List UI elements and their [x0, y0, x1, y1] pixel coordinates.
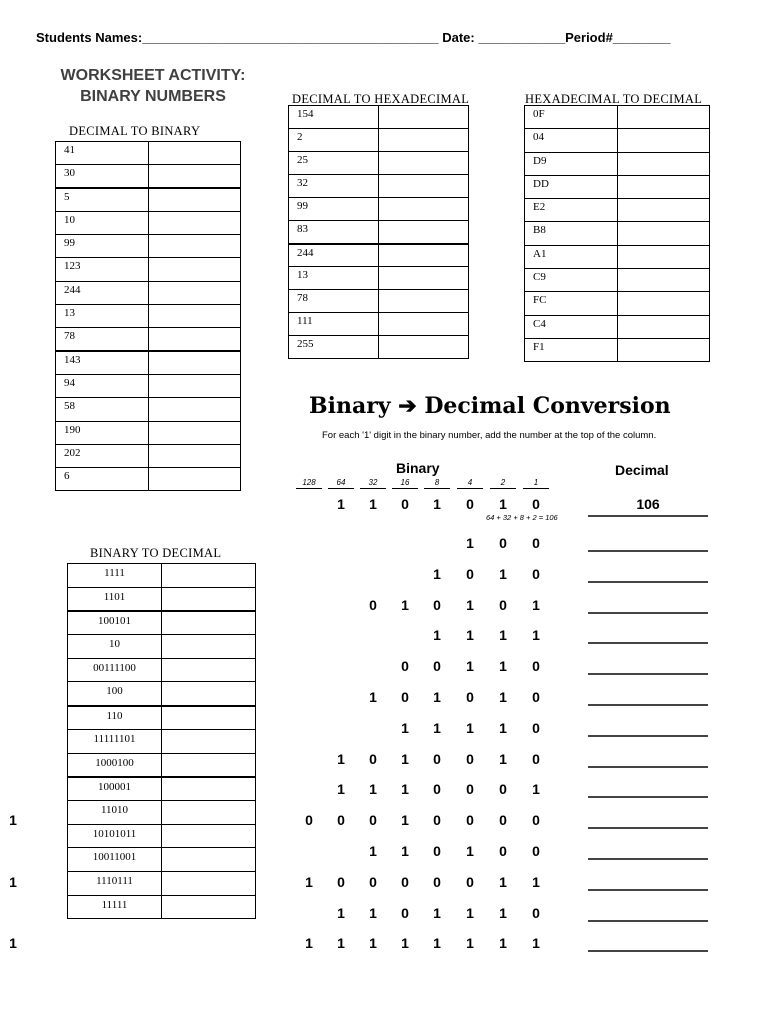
bin-to-dec-answer-cell[interactable] [162, 587, 256, 611]
answer-line[interactable] [588, 704, 708, 706]
hex-to-dec-value-cell: D9 [525, 152, 618, 175]
example-note: 64 + 32 + 8 + 2 = 106 [486, 513, 558, 522]
dec-to-bin-value-cell: 41 [56, 142, 149, 165]
problem-bit: 1 [401, 596, 409, 613]
hex-to-dec-value-cell: B8 [525, 222, 618, 245]
problem-bit: 0 [433, 812, 441, 829]
answer-line[interactable] [588, 581, 708, 583]
column-value-header: 64 [328, 478, 354, 489]
dec-to-hex-answer-cell[interactable] [379, 267, 469, 290]
dec-to-hex-value-cell: 154 [289, 106, 379, 129]
problem-bit: 1 [466, 935, 474, 952]
dec-to-bin-value-cell: 99 [56, 235, 149, 258]
answer-line[interactable] [588, 642, 708, 644]
problem-bit: 1 [466, 627, 474, 644]
problem-bit: 1 [337, 781, 345, 798]
problem-bit: 1 [499, 565, 507, 582]
dec-to-bin-answer-cell[interactable] [149, 211, 241, 234]
dec-to-hex-answer-cell[interactable] [379, 129, 469, 152]
problem-bit: 1 [532, 873, 540, 890]
problem-bit: 0 [499, 535, 507, 551]
example-bit: 0 [532, 496, 540, 512]
bin-to-dec-value-cell: 100101 [68, 611, 162, 635]
bin-to-dec-answer-cell[interactable] [162, 729, 256, 753]
bin-to-dec-row [68, 729, 256, 753]
dec-to-bin-answer-cell[interactable] [149, 281, 241, 304]
hex-to-dec-row [525, 175, 710, 198]
problem-bit: 0 [433, 873, 441, 890]
dec-to-hex-answer-cell[interactable] [379, 221, 469, 244]
problem-bit: 0 [466, 565, 474, 582]
problem-bit: 1 [433, 627, 441, 644]
bin-to-dec-value-cell: 00111100 [68, 658, 162, 682]
bin-to-dec-value-cell: 10011001 [68, 848, 162, 872]
dec-to-bin-answer-cell[interactable] [149, 305, 241, 328]
problem-bit: 1 [466, 904, 474, 921]
problem-bit: 1 [9, 812, 17, 829]
dec-to-bin-row [56, 305, 241, 328]
worksheet-subtitle: BINARY NUMBERS [80, 88, 226, 105]
problem-bit: 0 [369, 812, 377, 829]
problem-bit: 1 [401, 812, 409, 829]
bin-to-dec-answer-cell[interactable] [162, 753, 256, 777]
problem-bit: 0 [532, 565, 540, 582]
hex-to-dec-answer-cell[interactable] [618, 152, 710, 175]
bin-to-dec-answer-cell[interactable] [162, 658, 256, 682]
bin-to-dec-answer-cell[interactable] [162, 706, 256, 730]
dec-to-bin-row [56, 374, 241, 397]
dec-to-bin-row [56, 398, 241, 421]
dec-to-bin-row [56, 351, 241, 374]
column-value-header: 16 [392, 478, 418, 489]
bin-to-dec-value-cell: 1000100 [68, 753, 162, 777]
problem-bit: 0 [337, 812, 345, 829]
hex-to-dec-value-cell: C4 [525, 315, 618, 338]
dec-to-hex-table [288, 105, 469, 359]
problem-bit: 0 [532, 658, 540, 675]
dec-to-hex-value-cell: 25 [289, 152, 379, 175]
bin-to-dec-row [68, 848, 256, 872]
bin-to-dec-row [68, 564, 256, 588]
hex-to-dec-value-cell: DD [525, 175, 618, 198]
bin-to-dec-row [68, 800, 256, 824]
dec-to-bin-table [55, 141, 241, 491]
dec-to-bin-value-cell: 123 [56, 258, 149, 281]
problem-bit: 1 [499, 719, 507, 736]
bin-to-dec-row [68, 824, 256, 848]
dec-to-hex-row [289, 336, 469, 359]
dec-to-bin-value-cell: 13 [56, 305, 149, 328]
problem-bit: 0 [433, 658, 441, 675]
bin-to-dec-answer-cell[interactable] [162, 895, 256, 919]
bin-to-dec-row [68, 611, 256, 635]
conversion-instructions: For each '1' digit in the binary number, add the number at the top of the column. [322, 430, 657, 441]
hex-to-dec-answer-cell[interactable] [618, 269, 710, 292]
problem-bit: 0 [466, 781, 474, 798]
problem-bit: 1 [532, 781, 540, 798]
problem-bit: 1 [433, 904, 441, 921]
dec-to-hex-answer-cell[interactable] [379, 244, 469, 267]
example-bit: 1 [337, 496, 345, 512]
bin-to-dec-value-cell: 10101011 [68, 824, 162, 848]
problem-bit: 1 [369, 781, 377, 798]
bin-to-dec-row [68, 658, 256, 682]
hex-to-dec-answer-cell[interactable] [618, 245, 710, 268]
problem-bit: 1 [499, 873, 507, 890]
dec-to-hex-row [289, 290, 469, 313]
dec-to-bin-answer-cell[interactable] [149, 258, 241, 281]
bin-to-dec-value-cell: 1101 [68, 587, 162, 611]
problem-bit: 0 [433, 843, 441, 859]
example-bit: 0 [401, 496, 409, 512]
problem-bit: 1 [433, 689, 441, 705]
hex-to-dec-answer-cell[interactable] [618, 222, 710, 245]
bin-to-dec-table [67, 563, 256, 919]
bin-to-dec-value-cell: 11111 [68, 895, 162, 919]
hex-to-dec-answer-cell[interactable] [618, 106, 710, 129]
hex-to-dec-label: HEXADECIMAL TO DECIMAL [525, 92, 703, 106]
problem-bit: 1 [499, 935, 507, 952]
dec-to-hex-row [289, 267, 469, 290]
bin-to-dec-row [68, 706, 256, 730]
decimal-label: Decimal [615, 462, 669, 478]
problem-bit: 1 [337, 750, 345, 767]
problem-bit: 1 [532, 627, 540, 644]
dec-to-bin-row [56, 211, 241, 234]
bin-to-dec-label: BINARY TO DECIMAL [90, 546, 222, 560]
bin-to-dec-row [68, 753, 256, 777]
answer-line[interactable] [588, 735, 708, 737]
hex-to-dec-answer-cell[interactable] [618, 175, 710, 198]
bin-to-dec-row [68, 682, 256, 706]
problem-bit: 1 [466, 719, 474, 736]
problem-bit: 1 [433, 719, 441, 736]
answer-line[interactable] [588, 550, 708, 552]
dec-to-bin-answer-cell[interactable] [149, 188, 241, 211]
problem-bit: 0 [401, 689, 409, 705]
problem-bit: 1 [305, 935, 313, 952]
problem-bit: 1 [369, 843, 377, 859]
dec-to-hex-value-cell: 13 [289, 267, 379, 290]
dec-to-hex-row [289, 198, 469, 221]
dec-to-hex-answer-cell[interactable] [379, 175, 469, 198]
dec-to-bin-answer-cell[interactable] [149, 468, 241, 491]
answer-line[interactable] [588, 858, 708, 860]
problem-bit: 1 [433, 565, 441, 582]
dec-to-hex-value-cell: 2 [289, 129, 379, 152]
problem-bit: 1 [9, 873, 17, 890]
bin-to-dec-row [68, 895, 256, 919]
answer-line[interactable] [588, 796, 708, 798]
problem-bit: 1 [499, 750, 507, 767]
hex-to-dec-table [524, 105, 710, 362]
hex-to-dec-value-cell: F1 [525, 338, 618, 361]
problem-bit: 1 [433, 935, 441, 952]
dec-to-hex-value-cell: 83 [289, 221, 379, 244]
dec-to-hex-row [289, 221, 469, 244]
problem-bit: 0 [369, 750, 377, 767]
hex-to-dec-row [525, 222, 710, 245]
column-value-header: 32 [360, 478, 386, 489]
example-bit: 1 [433, 496, 441, 512]
example-bit: 1 [369, 496, 377, 512]
dec-to-hex-answer-cell[interactable] [379, 290, 469, 313]
problem-bit: 0 [532, 843, 540, 859]
dec-to-bin-value-cell: 58 [56, 398, 149, 421]
bin-to-dec-answer-cell[interactable] [162, 635, 256, 659]
dec-to-bin-row [56, 235, 241, 258]
problem-bit: 1 [337, 904, 345, 921]
problem-bit: 1 [466, 535, 474, 551]
bin-to-dec-value-cell: 100 [68, 682, 162, 706]
dec-to-hex-answer-cell[interactable] [379, 106, 469, 129]
hex-to-dec-row [525, 129, 710, 152]
problem-bit: 1 [369, 935, 377, 952]
problem-bit: 0 [401, 658, 409, 675]
answer-line[interactable] [588, 827, 708, 829]
dec-to-hex-answer-cell[interactable] [379, 336, 469, 359]
problem-bit: 0 [337, 873, 345, 890]
problem-bit: 1 [401, 719, 409, 736]
problem-bit: 0 [499, 596, 507, 613]
hex-to-dec-value-cell: FC [525, 292, 618, 315]
bin-to-dec-row [68, 635, 256, 659]
dec-to-bin-row [56, 188, 241, 211]
dec-to-bin-value-cell: 143 [56, 351, 149, 374]
example-answer: 106 [636, 496, 660, 512]
hex-to-dec-row [525, 106, 710, 129]
column-value-header: 128 [296, 478, 322, 489]
binary-label: Binary [396, 460, 440, 476]
problem-bit: 1 [532, 935, 540, 952]
bin-to-dec-row [68, 871, 256, 895]
answer-line[interactable] [588, 889, 708, 891]
problem-bit: 0 [499, 781, 507, 798]
example-bit: 1 [499, 496, 507, 512]
bin-to-dec-row [68, 587, 256, 611]
problem-bit: 1 [369, 904, 377, 921]
column-value-header: 1 [523, 478, 549, 489]
problem-bit: 0 [466, 689, 474, 705]
bin-to-dec-answer-cell[interactable] [162, 682, 256, 706]
dec-to-bin-value-cell: 202 [56, 444, 149, 467]
dec-to-hex-answer-cell[interactable] [379, 152, 469, 175]
hex-to-dec-row [525, 269, 710, 292]
dec-to-hex-value-cell: 99 [289, 198, 379, 221]
hex-to-dec-answer-cell[interactable] [618, 338, 710, 361]
dec-to-hex-answer-cell[interactable] [379, 198, 469, 221]
problem-bit: 1 [532, 596, 540, 613]
column-value-header: 2 [490, 478, 516, 489]
problem-bit: 1 [369, 689, 377, 705]
hex-to-dec-row [525, 152, 710, 175]
dec-to-bin-row [56, 468, 241, 491]
dec-to-hex-value-cell: 111 [289, 313, 379, 336]
problem-bit: 1 [466, 658, 474, 675]
dec-to-hex-row [289, 129, 469, 152]
example-answer-line [588, 515, 708, 517]
dec-to-bin-value-cell: 94 [56, 374, 149, 397]
answer-line[interactable] [588, 612, 708, 614]
hex-to-dec-value-cell: 0F [525, 106, 618, 129]
column-value-header: 8 [424, 478, 450, 489]
problem-bit: 1 [499, 689, 507, 705]
dec-to-bin-value-cell: 30 [56, 165, 149, 188]
problem-bit: 0 [532, 750, 540, 767]
dec-to-hex-value-cell: 255 [289, 336, 379, 359]
answer-line[interactable] [588, 950, 708, 952]
problem-bit: 0 [532, 535, 540, 551]
answer-line[interactable] [588, 920, 708, 922]
problem-bit: 0 [532, 719, 540, 736]
problem-bit: 0 [532, 904, 540, 921]
problem-bit: 0 [433, 596, 441, 613]
dec-to-hex-row [289, 313, 469, 336]
problem-bit: 1 [9, 935, 17, 952]
hex-to-dec-answer-cell[interactable] [618, 292, 710, 315]
dec-to-bin-answer-cell[interactable] [149, 444, 241, 467]
bin-to-dec-value-cell: 1111 [68, 564, 162, 588]
problem-bit: 0 [466, 812, 474, 829]
problem-bit: 0 [532, 812, 540, 829]
dec-to-hex-value-cell: 244 [289, 244, 379, 267]
problem-bit: 0 [369, 873, 377, 890]
dec-to-bin-row [56, 444, 241, 467]
dec-to-bin-row [56, 281, 241, 304]
dec-to-bin-answer-cell[interactable] [149, 421, 241, 444]
hex-to-dec-answer-cell[interactable] [618, 129, 710, 152]
dec-to-bin-answer-cell[interactable] [149, 351, 241, 374]
dec-to-bin-label: DECIMAL TO BINARY [69, 124, 201, 138]
dec-to-bin-answer-cell[interactable] [149, 328, 241, 351]
dec-to-bin-value-cell: 244 [56, 281, 149, 304]
problem-bit: 1 [499, 627, 507, 644]
problem-bit: 0 [369, 596, 377, 613]
dec-to-bin-value-cell: 6 [56, 468, 149, 491]
bin-to-dec-answer-cell[interactable] [162, 777, 256, 801]
dec-to-bin-value-cell: 78 [56, 328, 149, 351]
hex-to-dec-value-cell: 04 [525, 129, 618, 152]
problem-bit: 1 [401, 843, 409, 859]
problem-bit: 0 [466, 750, 474, 767]
hex-to-dec-row [525, 199, 710, 222]
problem-bit: 0 [433, 750, 441, 767]
problem-bit: 0 [532, 689, 540, 705]
dec-to-bin-answer-cell[interactable] [149, 398, 241, 421]
conversion-title: Binary ➔ Decimal Conversion [309, 393, 671, 419]
worksheet-title: WORKSHEET ACTIVITY: [60, 67, 246, 84]
hex-to-dec-value-cell: A1 [525, 245, 618, 268]
dec-to-bin-answer-cell[interactable] [149, 235, 241, 258]
bin-to-dec-value-cell: 11010 [68, 800, 162, 824]
hex-to-dec-value-cell: C9 [525, 269, 618, 292]
hex-to-dec-answer-cell[interactable] [618, 315, 710, 338]
dec-to-bin-row [56, 165, 241, 188]
bin-to-dec-answer-cell[interactable] [162, 800, 256, 824]
problem-bit: 1 [337, 935, 345, 952]
bin-to-dec-value-cell: 11111101 [68, 729, 162, 753]
problem-bit: 0 [305, 812, 313, 829]
bin-to-dec-row [68, 777, 256, 801]
bin-to-dec-answer-cell[interactable] [162, 564, 256, 588]
dec-to-hex-answer-cell[interactable] [379, 313, 469, 336]
dec-to-bin-value-cell: 5 [56, 188, 149, 211]
bin-to-dec-answer-cell[interactable] [162, 848, 256, 872]
dec-to-hex-row [289, 175, 469, 198]
dec-to-bin-row [56, 142, 241, 165]
dec-to-bin-value-cell: 190 [56, 421, 149, 444]
dec-to-bin-row [56, 258, 241, 281]
dec-to-hex-label: DECIMAL TO HEXADECIMAL [292, 92, 470, 106]
header-line: Students Names:_________________________________________ Date: ____________Period#________ [36, 30, 671, 45]
dec-to-hex-row [289, 152, 469, 175]
problem-bit: 1 [499, 904, 507, 921]
problem-bit: 0 [401, 873, 409, 890]
hex-to-dec-value-cell: E2 [525, 199, 618, 222]
bin-to-dec-value-cell: 10 [68, 635, 162, 659]
bin-to-dec-answer-cell[interactable] [162, 871, 256, 895]
bin-to-dec-answer-cell[interactable] [162, 611, 256, 635]
problem-bit: 0 [433, 781, 441, 798]
dec-to-bin-value-cell: 10 [56, 211, 149, 234]
problem-bit: 1 [466, 843, 474, 859]
problem-bit: 0 [466, 873, 474, 890]
problem-bit: 1 [401, 935, 409, 952]
hex-to-dec-row [525, 338, 710, 361]
answer-line[interactable] [588, 766, 708, 768]
problem-bit: 1 [499, 658, 507, 675]
dec-to-hex-value-cell: 32 [289, 175, 379, 198]
problem-bit: 1 [401, 750, 409, 767]
bin-to-dec-value-cell: 100001 [68, 777, 162, 801]
problem-bit: 1 [401, 781, 409, 798]
hex-to-dec-row [525, 245, 710, 268]
problem-bit: 1 [305, 873, 313, 890]
hex-to-dec-answer-cell[interactable] [618, 199, 710, 222]
column-value-header: 4 [457, 478, 483, 489]
dec-to-hex-value-cell: 78 [289, 290, 379, 313]
hex-to-dec-row [525, 292, 710, 315]
problem-bit: 0 [499, 812, 507, 829]
example-bit: 0 [466, 496, 474, 512]
problem-bit: 0 [401, 904, 409, 921]
dec-to-bin-answer-cell[interactable] [149, 374, 241, 397]
problem-bit: 0 [499, 843, 507, 859]
dec-to-bin-row [56, 328, 241, 351]
problem-bit: 1 [466, 596, 474, 613]
bin-to-dec-answer-cell[interactable] [162, 824, 256, 848]
dec-to-bin-answer-cell[interactable] [149, 142, 241, 165]
dec-to-bin-row [56, 421, 241, 444]
dec-to-hex-row [289, 244, 469, 267]
bin-to-dec-value-cell: 110 [68, 706, 162, 730]
hex-to-dec-row [525, 315, 710, 338]
bin-to-dec-value-cell: 1110111 [68, 871, 162, 895]
dec-to-hex-row [289, 106, 469, 129]
dec-to-bin-answer-cell[interactable] [149, 165, 241, 188]
answer-line[interactable] [588, 673, 708, 675]
